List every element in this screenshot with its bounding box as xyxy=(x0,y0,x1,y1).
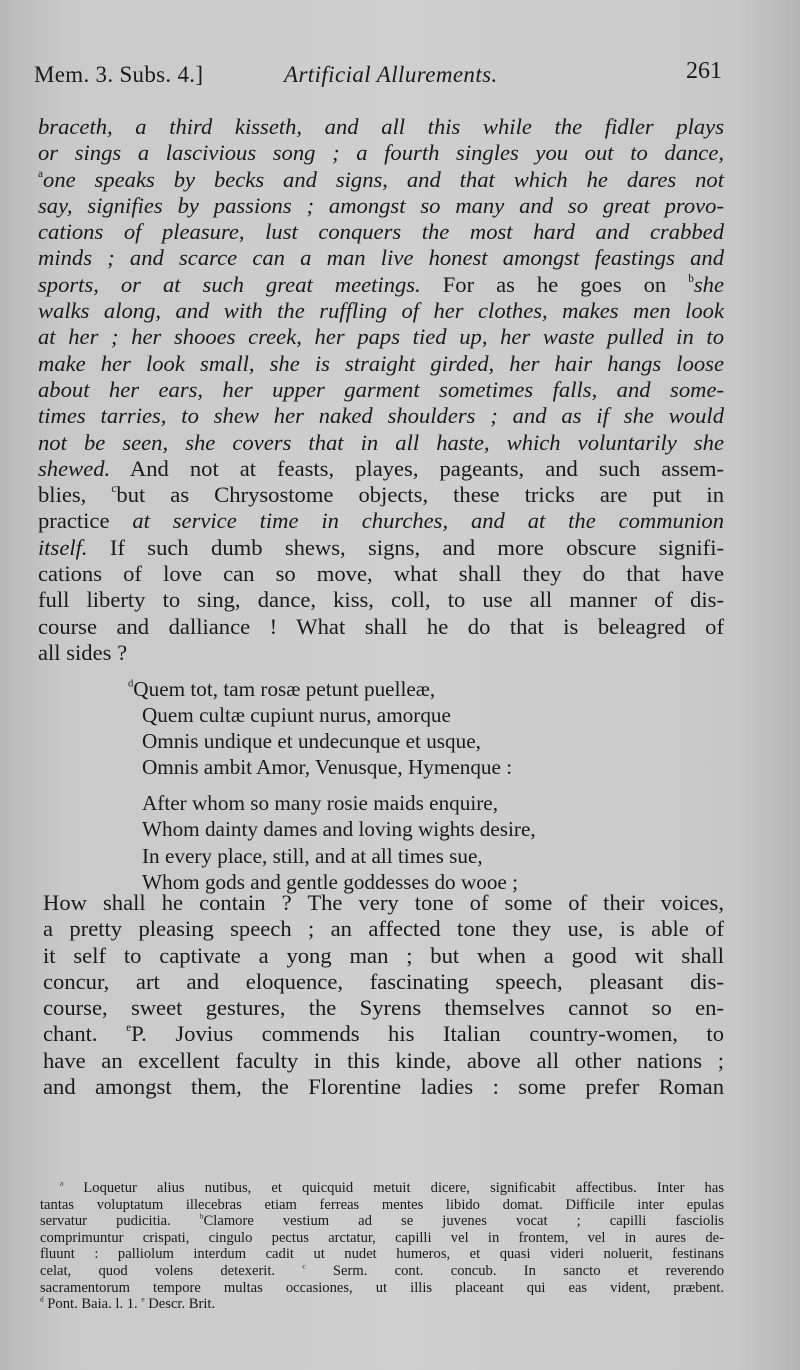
italic-text: she xyxy=(693,271,724,297)
text-run: Descr. Brit. xyxy=(144,1296,216,1313)
text-line xyxy=(38,219,724,245)
verse-line xyxy=(128,702,648,728)
header-section-reference: Mem. 3. Subs. 4.] xyxy=(34,62,204,87)
footnote-marker: e xyxy=(126,1022,132,1035)
text-line xyxy=(38,403,724,429)
text-run: cations of love can so move, what shall they do that have xyxy=(38,561,724,587)
text-run: For as he goes on xyxy=(420,271,689,297)
text-run: blies, xyxy=(38,482,112,508)
text-line xyxy=(38,377,724,403)
text-line xyxy=(38,351,724,377)
italic-text: braceth, a third kisseth, and all this while the fidler plays xyxy=(38,114,724,139)
verse-line xyxy=(128,676,648,702)
footnote-line xyxy=(40,1296,724,1313)
text-line xyxy=(43,890,724,916)
footnote-marker: e xyxy=(141,1294,145,1304)
text-line xyxy=(38,324,724,350)
text-run: And not at feasts, playes, pageants, and such assem- xyxy=(110,455,724,481)
footnotes xyxy=(40,1180,724,1313)
text-line xyxy=(38,140,724,166)
italic-text: itself. xyxy=(38,534,88,560)
footnote-line xyxy=(40,1213,724,1230)
text-line xyxy=(38,456,724,482)
text-line xyxy=(38,640,724,666)
text-run: course and dalliance ! What shall he do that is beleagred of xyxy=(38,613,724,639)
text-run: all sides ? xyxy=(38,639,128,665)
text-run: After whom so many rosie maids enquire, xyxy=(142,791,498,816)
text-line xyxy=(38,114,724,140)
text-line xyxy=(38,167,724,193)
footnote-line xyxy=(40,1246,724,1263)
italic-text: times tarries, to shew her naked shoulders ; and as if she would xyxy=(38,403,724,429)
text-line xyxy=(38,561,724,587)
italic-text: at her ; her shooes creek, her paps tied up, her waste pulled in to xyxy=(38,324,724,350)
text-line xyxy=(38,587,724,613)
text-run: Serm. cont. concub. In sancto et reverendo xyxy=(305,1262,724,1279)
text-run: it self to captivate a yong man ; but when a good wit shall xyxy=(43,942,724,968)
italic-text: at service time in churches, and at the communion xyxy=(132,508,724,534)
main-text-block xyxy=(38,114,724,666)
italic-text: not be seen, she covers that in all haste, which voluntarily she xyxy=(38,429,724,455)
italic-text: walks along, and with the ruffling of her clothes, makes men look xyxy=(38,298,724,324)
text-run: Pont. Baia. l. 1. xyxy=(43,1296,142,1313)
footnote-marker: c xyxy=(111,483,117,495)
footnote-line xyxy=(40,1197,724,1214)
verse-line xyxy=(128,754,648,780)
text-run: Loquetur alius nutibus, et quicquid metuit dicere, significabit affectibus. Inter has xyxy=(63,1180,724,1196)
text-line xyxy=(38,482,724,508)
footnote-marker: a xyxy=(60,1178,64,1188)
text-run: full liberty to sing, dance, kiss, coll, to use all manner of dis- xyxy=(38,587,724,613)
italic-text: cations of pleasure, lust conquers the most hard and crabbed xyxy=(38,219,724,245)
text-run: and amongst them, the Florentine ladies : some prefer Roman xyxy=(43,1074,724,1100)
text-run: fluunt : palliolum interdum cadit ut nudet humeros, et quasi videri noluerit, festinans xyxy=(40,1246,724,1263)
text-line xyxy=(43,943,724,969)
text-run: tantas voluptatum illecebras etiam ferreas mentes libido domat. Difficile inter epulas xyxy=(40,1196,724,1213)
text-run: servatur pudicitia. xyxy=(40,1213,200,1230)
text-run: but as Chrysostome objects, these tricks are put in xyxy=(116,482,724,508)
text-line xyxy=(43,1048,724,1074)
text-run: celat, quod volens detexerit. xyxy=(40,1262,303,1279)
header-chapter-title: Artificial Allurements. xyxy=(284,62,498,87)
text-run: chant. xyxy=(43,1021,127,1047)
text-run: concur, art and eloquence, fascinating speech, pleasant dis- xyxy=(43,968,724,994)
text-line xyxy=(38,245,724,271)
footnote-marker: c xyxy=(302,1261,306,1271)
italic-text: make her look small, she is straight girded, her hair hangs loose xyxy=(38,350,724,376)
italic-text: about her ears, her upper garment sometimes falls, and some- xyxy=(38,376,724,402)
text-line xyxy=(43,969,724,995)
text-run: Omnis undique et undecunque et usque, xyxy=(142,729,481,754)
text-line xyxy=(38,193,724,219)
italic-text: minds ; and scarce can a man live honest amongst feastings and xyxy=(38,245,724,271)
italic-text: say, signifies by passions ; amongst so many and so great provo- xyxy=(38,192,724,218)
footnote-marker: b xyxy=(688,272,694,285)
text-line xyxy=(38,430,724,456)
italic-text: or sings a lascivious song ; a fourth singles you out to dance, xyxy=(38,140,724,166)
footnote-line xyxy=(40,1230,724,1247)
text-run: Whom dainty dames and loving wights desire, xyxy=(142,817,536,842)
footnote-line xyxy=(40,1180,724,1197)
text-run: Clamore vestium ad se juvenes vocat ; capilli fasciolis xyxy=(203,1213,724,1230)
text-line xyxy=(43,1074,724,1100)
verse-line xyxy=(128,816,648,842)
text-run: practice xyxy=(38,508,133,534)
footnote-line xyxy=(40,1263,724,1280)
text-run: In every place, still, and at all times sue, xyxy=(142,843,483,868)
text-run: Whom gods and gentle goddesses do wooe ; xyxy=(142,869,519,894)
text-run: If such dumb shews, signs, and more obscure signifi- xyxy=(87,534,724,560)
text-run: have an excellent faculty in this kinde, above all other nations ; xyxy=(43,1047,724,1073)
text-run: How shall he contain ? The very tone of some of their voices, xyxy=(43,890,724,915)
text-run: a pretty pleasing speech ; an affected tone they use, is able of xyxy=(43,916,724,942)
text-line xyxy=(38,614,724,640)
footnote-marker: b xyxy=(199,1211,204,1221)
running-header xyxy=(34,58,722,92)
text-line xyxy=(38,508,724,534)
text-run: P. Jovius commends his Italian country-women, to xyxy=(131,1021,724,1047)
footnote-marker: a xyxy=(38,167,44,180)
text-run: Quem tot, tam rosæ petunt puelleæ, xyxy=(133,677,436,701)
text-run: Omnis ambit Amor, Venusque, Hymenque : xyxy=(142,755,513,780)
text-line xyxy=(38,272,724,298)
text-line xyxy=(43,995,724,1021)
text-line xyxy=(38,298,724,324)
text-line xyxy=(43,916,724,942)
verse-line xyxy=(128,728,648,754)
italic-text: sports, or at such great meetings. xyxy=(38,271,421,297)
text-run: sacramentorum tempore multas occasiones, ut illis placeant qui eas vident, præbent. xyxy=(40,1279,724,1296)
italic-text: one speaks by becks and signs, and that which he dares not xyxy=(43,166,724,192)
text-run: course, sweet gestures, the Syrens themselves cannot so en- xyxy=(43,995,724,1021)
text-run: Quem cultæ cupiunt nurus, amorque xyxy=(142,703,451,728)
verse-line xyxy=(128,790,648,816)
text-line xyxy=(43,1021,724,1047)
verse-quotation xyxy=(128,676,648,895)
main-text-block-continued xyxy=(43,890,724,1100)
footnote-marker: d xyxy=(40,1294,44,1304)
footnote-marker: d xyxy=(128,678,134,690)
text-run: comprimuntur crispati, cingulo pectus arctatur, capilli vel in frontem, vel in aures de- xyxy=(40,1229,724,1246)
page-number: 261 xyxy=(686,58,722,84)
italic-text: shewed. xyxy=(38,455,111,481)
verse-line xyxy=(128,843,648,869)
text-line xyxy=(38,535,724,561)
